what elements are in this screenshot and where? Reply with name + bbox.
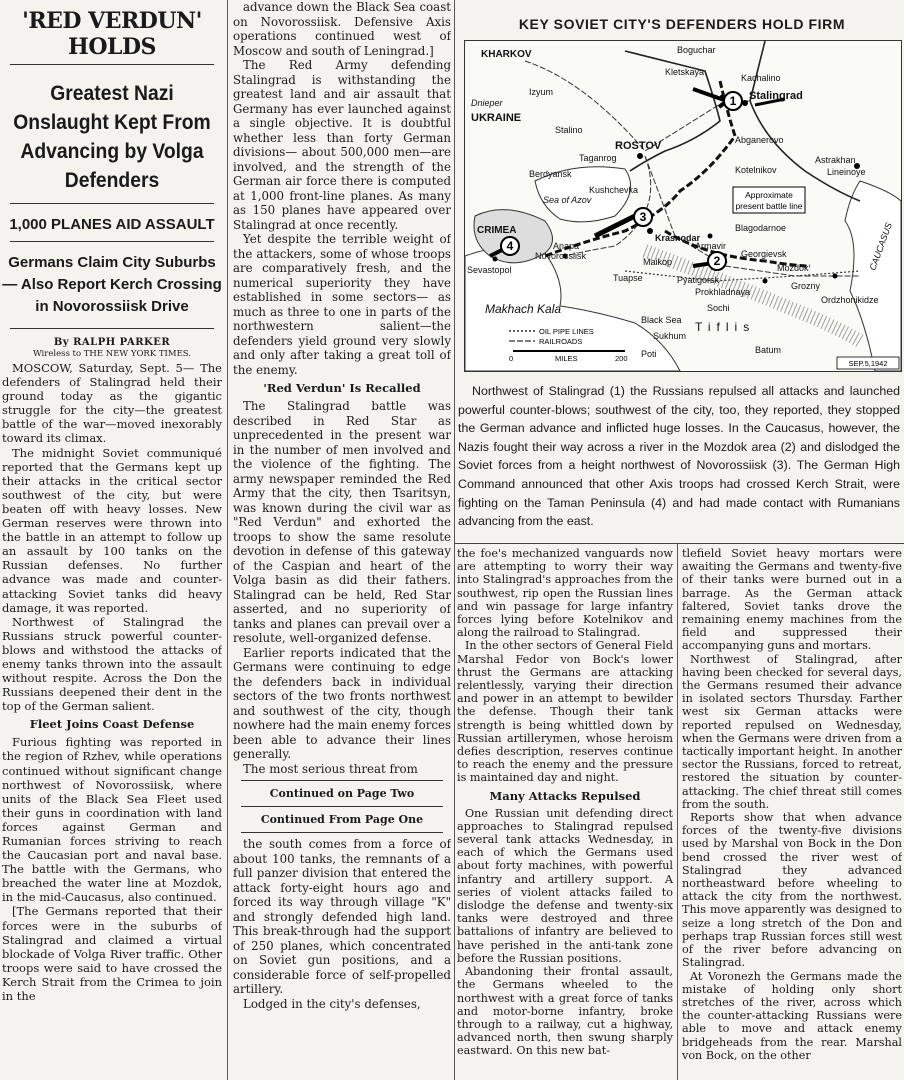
paragraph: the foe's mechanized vanguards now are attempting to worry their way into Stalingrad's approaches from the southwest, rip open the Russian lines and win passage for large infantry forces lying before Kotelnikov and along the railroad to Stalingrad. — [457, 547, 673, 640]
label-caucasus: Tiflis — [695, 320, 756, 334]
label-boguchar: Boguchar — [677, 45, 716, 55]
marker-3 — [634, 208, 652, 226]
marker-4 — [501, 237, 519, 255]
label-batum: Poti — [641, 349, 657, 359]
paragraph: the south comes from a force of about 100 tanks, the remnants of a full panzer division that entered the attack forty-eight hours ago and forced its way through village "K" and strongly defended high land. This break-through had the support of 250 planes, which concentrated on Soviet gun positions, and a considerable force of self-propelled artillery. — [233, 837, 451, 996]
battle-line-legend-1: Approximate — [745, 190, 793, 200]
label-berdyansk: Berdyansk — [529, 169, 572, 179]
legend-rail: RAILROADS — [539, 337, 583, 346]
label-pyatigorsk: Pyatigorsk — [677, 275, 720, 285]
label-novorossiisk: Novorossiisk — [535, 251, 587, 261]
wire-credit: Wireless to THE NEW YORK TIMES. — [32, 349, 192, 359]
paragraph: Lodged in the city's defenses, — [243, 996, 421, 1011]
map — [464, 40, 902, 372]
label-grozny: Grozny — [791, 281, 821, 291]
subheading: Fleet Joins Coast Defense — [29, 717, 195, 732]
paragraph: The Red Army defending Stalingrad is withstanding the greatest land and air assault that Germany has ever launched against a single objective. It is doubtful whether less than forty German divisions— about 500,000 men—are involved, and the strength of the German air force there is computed at 1,000 front-line planes. As many as 150 planes have appeared over Stalingrad at once recently. — [233, 58, 451, 232]
map-title: KEY SOVIET CITY'S DEFENDERS HOLD FIRM — [518, 16, 846, 32]
paragraph: Earlier reports indicated that the Germans were continuing to edge the defenders back in individual sectors of the two fronts northwest and southwest of the city, though nowhere had the main enemy forces been able to advance their lines generally. — [233, 645, 451, 761]
label-stalino: Stalino — [555, 125, 583, 135]
label-crimea: CRIMEA — [477, 225, 517, 236]
map-graphic — [465, 41, 901, 371]
label-kotelnikov: Kotelnikov — [735, 165, 777, 175]
divider — [241, 832, 443, 833]
scale-label: MILES — [555, 354, 578, 363]
byline: By RALPH PARKER — [53, 337, 171, 348]
label-astrakhan: Astrakhan — [815, 155, 856, 165]
legend-oil: OIL PIPE LINES — [539, 327, 594, 336]
label-kachalino: Kachalino — [741, 73, 781, 83]
continued-from-line: Continued From Page One — [260, 813, 424, 826]
deck-headline-2: 1,000 PLANES AID ASSAULT — [9, 216, 215, 233]
deck-headline-3: Germans Claim City Suburbs— Also Report Kerch Crossing in Novorossiisk Drive — [2, 254, 222, 315]
paragraph: advance down the Black Sea coast on Novorossiisk. Defensive Axis operations continued west of Moscow and south of Leningrad.] — [233, 0, 451, 58]
article-column-4 — [682, 547, 902, 1080]
label-prokhladnaya: Prokhladnaya — [695, 287, 751, 297]
article-column-1 — [2, 0, 222, 1080]
label-ukraine: UKRAINE — [471, 112, 522, 124]
map-caption — [458, 382, 900, 531]
label-maikop: Maikop — [643, 257, 673, 267]
paragraph: Reports show that when advance forces of the twenty-five divisions used by Marshal von Bock in the Don bend crossed the river west of Stalingrad they advanced northeastward before wheeling to attack the city from the northwest. This move apparently was designed to seize a long stretch of the Don and perhaps trap Russian forces still west of the river before advancing on Stalingrad. — [682, 811, 902, 970]
divider — [241, 780, 443, 781]
divider — [10, 328, 214, 329]
label-armavir: Armavir — [695, 241, 726, 251]
divider — [10, 203, 214, 204]
label-abganerovo: Abganerovo — [735, 135, 784, 145]
label-kushchevka: Kushchevka — [589, 185, 639, 195]
main-headline: 'RED VERDUN' HOLDS — [22, 8, 202, 60]
continued-on-line: Continued on Page Two — [269, 787, 415, 800]
subheading: Many Attacks Repulsed — [489, 788, 641, 803]
label-poti: Sukhum — [653, 331, 687, 341]
svg-text:1: 1 — [729, 94, 737, 108]
paragraph: The Stalingrad battle was described in Red Star as unprecedented in the present war in the number of men involved and the violence of the fighting. The army newspaper reminded the Red Army that the city, then Tsaritsyn, was known during the civil war as "Red Verdun" and exhorted the troops to show the same resolute devotion in defense of this gateway of the Caspian and heart of the Volga basin as did their fathers. Stalingrad can be held, Red Star asserted, and no superiority of tanks and planes can prevail over a resolute, well-organized defense. — [233, 399, 451, 645]
battle-line-legend-2: present battle line — [735, 201, 803, 211]
paragraph: Furious fighting was reported in the region of Rzhev, while operations continued without significant change northwest of Novorossiisk, where units of the Black Sea Fleet used their guns in coordination with land forces against German and Rumanian forces striving to reach the Caucasian port and naval base. The battle with the Germans, who breached the water line at Mozdok, in the mid-Caucasus, also continued. — [2, 735, 222, 905]
article-column-3 — [457, 547, 673, 1080]
marker-1 — [724, 92, 742, 110]
label-izyum: Izyum — [529, 87, 554, 97]
label-lineinoye: Lineinoye — [827, 167, 866, 177]
column-rule — [677, 543, 678, 1080]
label-makhach-kala: Ordzhonikidze — [821, 295, 879, 305]
column-rule — [227, 0, 228, 1080]
label-tuapse: Tuapse — [613, 273, 643, 283]
marker-2 — [708, 252, 726, 270]
column-rule — [454, 0, 455, 1080]
paragraph: Northwest of Stalingrad, after having been checked for several days, the Germans resumed their advance in isolated sectors Thursday. Farther west six German attacks were reported repulsed on Wednesday, when the Germans were driven from a tactically important height. In another sector the Russians, forced to retreat, restored the situation by counter-attacking. The chief threat still comes from the south. — [682, 652, 902, 811]
paragraph: tlefield Soviet heavy mortars were awaiting the Germans and twenty-five of their tanks were burned out in a barrage. As the German attack faltered, Soviet tanks drove the remaining enemy machines from the field and suppressed their accompanying guns and mortars. — [682, 547, 902, 653]
label-sea-of-azov: Sea of Azov — [543, 195, 592, 205]
deck-headline-1: Greatest Nazi Onslaught Kept From Advancing by Volga Defenders — [13, 82, 211, 192]
label-georgievsk: Georgievsk — [741, 249, 787, 259]
label-blagodarnoe: Blagodarnoe — [735, 223, 787, 233]
paragraph: The most serious threat from — [243, 761, 418, 776]
paragraph: In the other sectors of General Field Marshal Fedor von Bock's lower thrust the Germans are attacking relentlessly, varying their direction and power in an attempt to bewilder the defense. Though their tank strength is being whittled down by Russian artillerymen, whose heroism defies description, reserves continue to reach the enemy and the pressure is maintained day and night. — [457, 639, 673, 785]
map-date: SEP.5,1942 — [848, 359, 888, 368]
paragraph: At Voronezh the Germans made the mistake of holding only short stretches of the river, across which the counter-attacking Russians were able to move and attack enemy bridgeheads from the rear. Marshal von Bock, on the other — [682, 969, 902, 1062]
svg-text:3: 3 — [639, 210, 647, 224]
article-column-2 — [233, 0, 451, 1080]
volga-river — [750, 41, 860, 201]
svg-text:2: 2 — [713, 254, 721, 268]
label-krasnodar: Krasnodar — [655, 233, 701, 243]
svg-text:4: 4 — [506, 239, 514, 253]
label-tiflis: Batum — [755, 345, 782, 355]
paragraph: Abandoning their frontal assault, the Germans wheeled to the northwest with a great force of tanks and motor-borne infantry, broke through to a railway, cut a highway, advanced north, then swung sharply eastward. On this new bat- — [457, 965, 673, 1058]
scale-0: 0 — [509, 354, 514, 363]
label-stalingrad: Stalingrad — [749, 90, 803, 102]
scale-200: 200 — [615, 354, 628, 363]
label-ordzhonikidze: Sochi — [707, 303, 730, 313]
label-dnieper: Dnieper — [471, 98, 503, 108]
label-sevastopol: Sevastopol — [467, 265, 512, 275]
divider — [10, 241, 214, 242]
label-anapa: Anapa — [553, 241, 580, 251]
railroad — [525, 61, 750, 151]
label-mozdok: Mozdok — [777, 263, 809, 273]
paragraph: MOSCOW, Saturday, Sept. 5— The defenders of Stalingrad held their ground today as the gigantic struggle for the city—the greatest battle of the war—moved inexorably toward its climax. — [2, 361, 222, 446]
divider — [10, 64, 214, 65]
label-sukhum: Black Sea — [641, 315, 682, 325]
divider — [241, 806, 443, 807]
label-kharkov: KHARKOV — [481, 49, 532, 60]
label-kletskaya: Kletskaya — [665, 67, 705, 77]
label-caspian-sea: CAUCASUS — [867, 221, 894, 272]
paragraph: [The Germans reported that their forces were in the suburbs of Stalingrad and claimed a virtual blockade of Volga River traffic. Other troops were said to have crossed the Kerch Strait from the Crimea to join in the — [2, 904, 222, 1004]
caption-text: Northwest of Stalingrad (1) the Russians repulsed all attacks and launched powerful counter-blows; southwest of the city, too, they reported, they stopped the German advance and inflicted huge losses. In the Caucasus, however, the Nazis fought their way across a river in the Mozdok area (2) and dislodged the Soviet forces from a height northwest of Novorossiisk (3). The German High Command announced that other Axis troops had crossed Kerch Strait, were fighting on the Taman Peninsula (4) and had made contact with Rumanians advancing from the east. — [458, 384, 900, 529]
paragraph: Yet despite the terrible weight of the attackers, some of whose troops are comparatively fresh, and the numerical superiority they have established in some sectors— as much as three to one in parts of the northwestern salient—the defenders yield ground very slowly and only after taking a great toll of the enemy. — [233, 232, 451, 377]
label-taganrog: Taganrog — [579, 153, 617, 163]
label-rostov: ROSTOV — [615, 140, 662, 152]
paragraph: Northwest of Stalingrad the Russians struck powerful counter-blows and withstood the attacks of enemy tanks thrown into the assault without respite. Across the Don the Russians deepened their dent in the top of the German salient. — [2, 614, 222, 714]
paragraph: The midnight Soviet communiqué reported that the Germans kept up their attacks in the critical sector southwest of the city, but were beaten off with heavy losses. New German reserves were thrown into the battle in an attempt to follow up an assault by 100 tanks on the Russian defenses. No further advance was made and counter-attacking Soviet tanks did heavy damage, it was reported. — [2, 445, 222, 615]
paragraph: One Russian unit defending direct approaches to Stalingrad repulsed several tank attacks Wednesday, in each of which the Germans used about forty machines, with powerful infantry and artillery support. A series of violent attacks failed to dislodge the defense and twenty-six tanks were destroyed and three battalions of infantry are believed to have perished in the anti-tank zone before the Russian positions. — [457, 806, 673, 965]
section-rule — [454, 543, 904, 544]
subheading: 'Red Verdun' Is Recalled — [263, 381, 421, 395]
label-black-sea: Makhach Kala — [485, 302, 562, 316]
